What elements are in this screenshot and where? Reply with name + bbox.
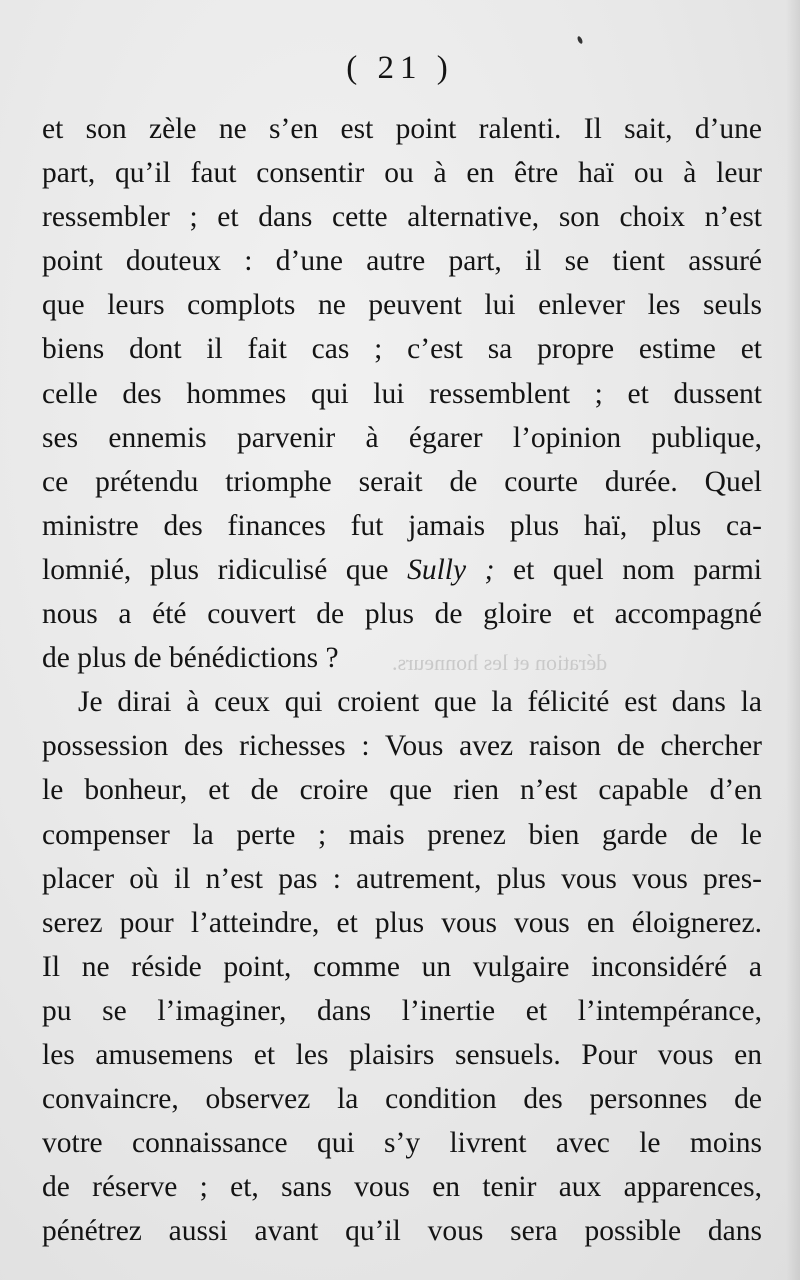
text-segment: et quel nom parmi bbox=[494, 553, 763, 586]
text-line: part, qu’il faut consentir ou à en être haï ou à leur bbox=[42, 157, 762, 190]
text-line: votre connaissance qui s’y livrent avec le moins bbox=[42, 1127, 762, 1160]
page-number: ( 21 ) bbox=[346, 50, 454, 86]
text-line: biens dont il fait cas ; c’est sa propre estime et bbox=[42, 333, 762, 366]
text-line: ressembler ; et dans cette alternative, son choix n’est bbox=[42, 201, 762, 234]
text-line: et son zèle ne s’en est point ralenti. Il sait, d’une bbox=[42, 113, 762, 145]
bleed-through-text: dération et les honneurs. bbox=[392, 650, 608, 675]
text-line-with-italic bbox=[42, 548, 762, 592]
text-line: ses ennemis parvenir à égarer l’opinion publique, bbox=[42, 421, 762, 454]
text-line: que leurs complots ne peuvent lui enlever les seuls bbox=[42, 289, 762, 322]
text-line: nous a été couvert de plus de gloire et accompagné bbox=[42, 598, 762, 631]
text-line: celle des hommes qui lui ressemblent ; et dussent bbox=[42, 377, 762, 410]
text-line: le bonheur, et de croire que rien n’est capable d’en bbox=[42, 774, 762, 807]
text-line: placer où il n’est pas : autrement, plus vous vous pres- bbox=[42, 862, 762, 895]
text-line: point douteux : d’une autre part, il se tient assuré bbox=[42, 245, 762, 278]
text-line: Il ne réside point, comme un vulgaire inconsidéré a bbox=[42, 950, 762, 983]
body-text bbox=[42, 107, 762, 1253]
italic-name-sully: Sully ; bbox=[407, 553, 495, 586]
text-line: pénétrez aussi avant qu’il vous sera possible dans bbox=[42, 1215, 762, 1248]
text-line: les amusemens et les plaisirs sensuels. Pour vous en bbox=[42, 1038, 762, 1071]
page-edge-shadow bbox=[786, 0, 800, 1280]
text-line: convaincre, observez la condition des personnes de bbox=[42, 1083, 762, 1116]
text-line: serez pour l’atteindre, et plus vous vous en éloignerez. bbox=[42, 906, 762, 939]
text-segment: lomnié, plus ridiculisé que bbox=[42, 553, 408, 586]
text-line: possession des richesses : Vous avez raison de chercher bbox=[42, 730, 762, 763]
text-line: ministre des finances fut jamais plus haï, plus ca- bbox=[42, 509, 762, 542]
text-line: Je dirai à ceux qui croient que la félicité est dans la bbox=[78, 686, 762, 719]
text-line: ce prétendu triomphe serait de courte durée. Quel bbox=[42, 465, 762, 498]
text-line: de réserve ; et, sans vous en tenir aux apparences, bbox=[42, 1171, 762, 1204]
ink-speck bbox=[576, 36, 583, 45]
text-line: pu se l’imaginer, dans l’inertie et l’intempérance, bbox=[42, 994, 762, 1027]
text-line: de plus de bénédictions ? bbox=[42, 642, 339, 675]
text-line: compenser la perte ; mais prenez bien garde de le bbox=[42, 818, 762, 851]
